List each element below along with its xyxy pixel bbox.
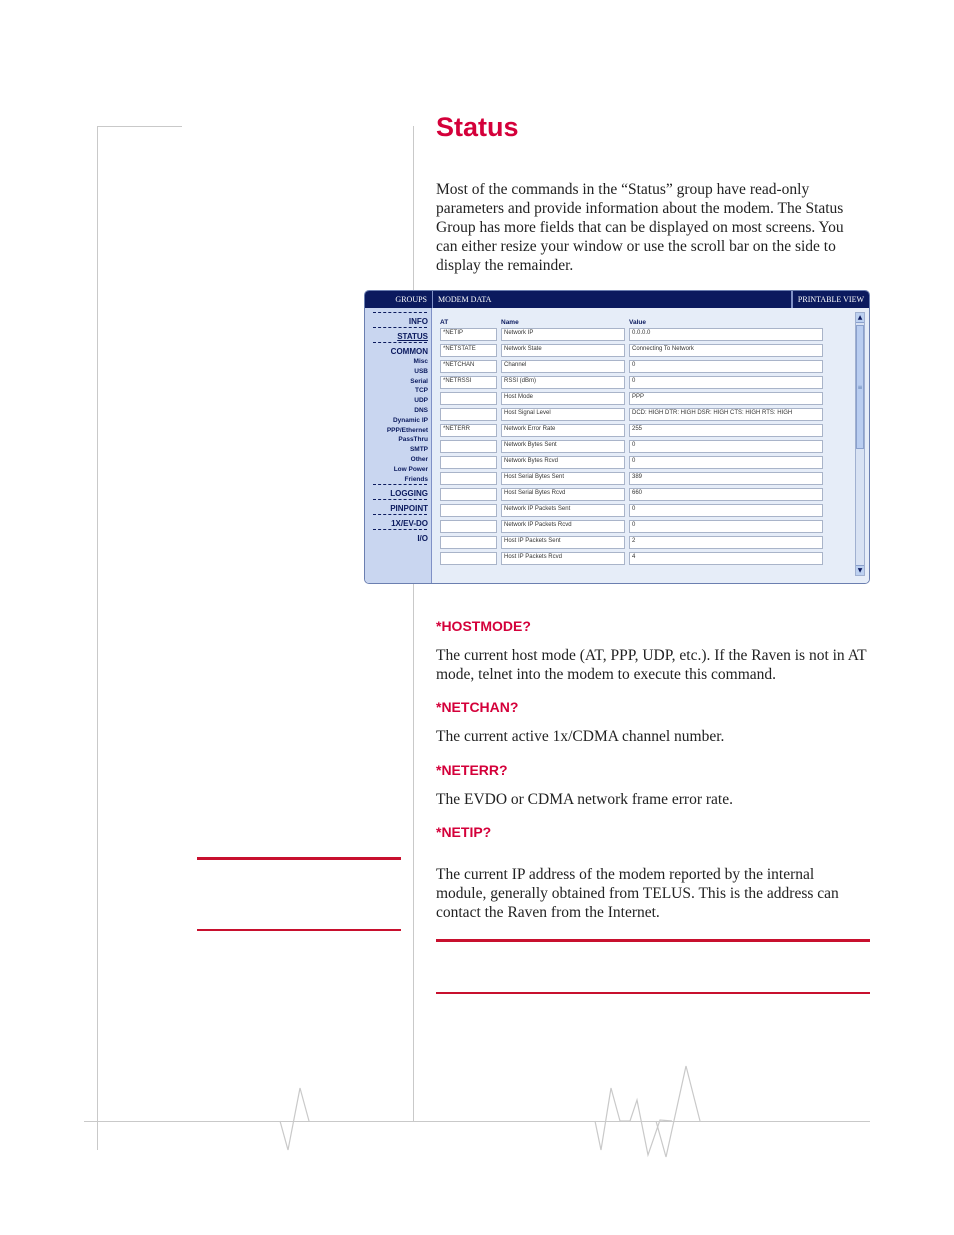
table-row	[440, 360, 844, 373]
sidebar-item-info[interactable]: INFO	[408, 317, 428, 326]
value-cell: 0	[629, 376, 823, 389]
value-cell: 4	[629, 552, 823, 565]
table-row	[440, 392, 844, 405]
modem-data-header: MODEM DATA	[433, 291, 792, 308]
vertical-scrollbar[interactable]	[855, 312, 865, 576]
table-row	[440, 504, 844, 517]
table-row	[440, 376, 844, 389]
value-cell: 0	[629, 440, 823, 453]
column-at: AT	[440, 318, 449, 326]
left-frame-rule	[97, 126, 98, 1150]
at-cell: *NETRSSI	[440, 376, 497, 389]
cmd-heading-hostmode: *HOSTMODE?	[436, 618, 531, 634]
cmd-heading-netchan: *NETCHAN?	[436, 699, 519, 715]
at-cell: *NETIP	[440, 328, 497, 341]
cmd-text-netip: The current IP address of the modem reported by the internal module, generally obtained from TELUS. This is the address can contact the Raven from the Internet.	[436, 866, 839, 921]
sidebar-item-io[interactable]: I/O	[417, 534, 428, 544]
cmd-heading-neterr: *NETERR?	[436, 762, 508, 778]
name-cell: Network Bytes Sent	[501, 440, 625, 453]
at-cell	[440, 440, 497, 453]
scroll-up-icon[interactable]: ▲	[857, 314, 863, 321]
column-name: Name	[501, 318, 519, 326]
name-cell: Host Signal Level	[501, 408, 625, 421]
table-row	[440, 472, 844, 485]
name-cell: Host IP Packets Sent	[501, 536, 625, 549]
value-cell: 389	[629, 472, 823, 485]
at-cell	[440, 392, 497, 405]
sidebar-subitem[interactable]: SMTP	[409, 446, 428, 454]
intro-paragraph: Most of the commands in the “Status” group have read-only parameters and provide information about the modem. The Status Group has more fields that can be displayed on most screens. You can either resize your window or use the scroll bar on the side to display the remainder.	[436, 181, 844, 274]
column-divider	[413, 126, 414, 1122]
name-cell: Network IP Packets Sent	[501, 504, 625, 517]
sidebar-subitem[interactable]: Friends	[404, 475, 428, 483]
table-row	[440, 488, 844, 501]
cmd-heading-netip: *NETIP?	[436, 824, 492, 840]
name-cell: Host IP Packets Rcvd	[501, 552, 625, 565]
at-cell: *NETERR	[440, 424, 497, 437]
at-cell	[440, 456, 497, 469]
at-cell	[440, 408, 497, 421]
value-cell: 0.0.0.0	[629, 328, 823, 341]
table-row	[440, 536, 844, 549]
sidebar-item-logging[interactable]: LOGGING	[390, 489, 428, 499]
value-cell: 0	[629, 520, 823, 533]
note-rule-top	[197, 857, 401, 860]
table-row	[440, 440, 844, 453]
modem-data-table	[432, 308, 869, 583]
value-cell: Connecting To Network	[629, 344, 823, 357]
cmd-text-neterr: The EVDO or CDMA network frame error rate.	[436, 791, 733, 808]
sidebar-subitem[interactable]: Dynamic IP	[392, 416, 428, 424]
sidebar-subitem[interactable]: PassThru	[398, 436, 428, 444]
sidebar-subitem[interactable]: UDP	[414, 397, 428, 405]
at-cell	[440, 488, 497, 501]
value-cell: PPP	[629, 392, 823, 405]
at-cell	[440, 472, 497, 485]
at-cell	[440, 504, 497, 517]
at-cell: *NETSTATE	[440, 344, 497, 357]
value-cell: 0	[629, 504, 823, 517]
cmd-text-netchan: The current active 1x/CDMA channel number.	[436, 728, 725, 745]
groups-header: GROUPS	[365, 291, 433, 308]
top-frame-rule	[97, 126, 182, 127]
sidebar-subitem[interactable]: Low Power	[393, 465, 428, 473]
value-cell: DCD: HIGH DTR: HIGH DSR: HIGH CTS: HIGH RTS: HIGH	[629, 408, 823, 421]
value-cell: 660	[629, 488, 823, 501]
scroll-down-icon[interactable]: ▼	[857, 567, 863, 574]
table-row	[440, 424, 844, 437]
value-cell: 2	[629, 536, 823, 549]
sidebar-subitem[interactable]: Serial	[410, 377, 428, 385]
sidebar-subitem[interactable]: TCP	[415, 387, 428, 395]
name-cell: RSSI (dBm)	[501, 376, 625, 389]
value-cell: 0	[629, 456, 823, 469]
name-cell: Host Serial Bytes Sent	[501, 472, 625, 485]
sidebar-item-evdo[interactable]: 1X/EV-DO	[391, 519, 428, 529]
table-row	[440, 344, 844, 357]
sidebar-subitem[interactable]: DNS	[414, 406, 428, 414]
name-cell: Host Mode	[501, 392, 625, 405]
table-row	[440, 520, 844, 533]
at-cell: *NETCHAN	[440, 360, 497, 373]
table-row	[440, 552, 844, 565]
name-cell: Network IP Packets Rcvd	[501, 520, 625, 533]
name-cell: Host Serial Bytes Rcvd	[501, 488, 625, 501]
sidebar-item-pinpoint[interactable]: PINPOINT	[390, 504, 428, 514]
panel-header	[365, 291, 869, 308]
sidebar-item-status[interactable]: STATUS	[397, 332, 428, 341]
sidebar-subitem[interactable]: PPP/Ethernet	[386, 426, 428, 434]
at-cell	[440, 552, 497, 565]
value-cell: 0	[629, 360, 823, 373]
sidebar-item-common[interactable]: COMMON	[390, 347, 428, 356]
at-cell	[440, 536, 497, 549]
modem-status-screenshot	[364, 290, 870, 584]
at-cell	[440, 520, 497, 533]
name-cell: Network Bytes Rcvd	[501, 456, 625, 469]
value-cell: 255	[629, 424, 823, 437]
groups-sidebar	[365, 308, 432, 583]
cmd-text-hostmode: The current host mode (AT, PPP, UDP, etc.). If the Raven is not in AT mode, telnet into the modem to execute this command.	[436, 647, 867, 683]
note-rule-bottom	[197, 929, 401, 931]
sidebar-subitem[interactable]: Other	[410, 455, 428, 463]
name-cell: Network IP	[501, 328, 625, 341]
table-row	[440, 408, 844, 421]
tip-rule-bottom	[436, 992, 870, 994]
page-title: Status	[436, 112, 519, 142]
footer-waveform	[0, 1060, 954, 1170]
table-row	[440, 328, 844, 341]
tip-rule-top	[436, 939, 870, 942]
table-row	[440, 456, 844, 469]
scroll-thumb[interactable]: ≡	[856, 325, 864, 449]
name-cell: Channel	[501, 360, 625, 373]
sidebar-subitem[interactable]: USB	[414, 367, 428, 375]
name-cell: Network State	[501, 344, 625, 357]
table-header	[440, 316, 844, 328]
column-value: Value	[629, 318, 646, 326]
printable-view-link[interactable]: PRINTABLE VIEW	[792, 291, 869, 308]
sidebar-subitem[interactable]: Misc	[413, 358, 428, 365]
name-cell: Network Error Rate	[501, 424, 625, 437]
